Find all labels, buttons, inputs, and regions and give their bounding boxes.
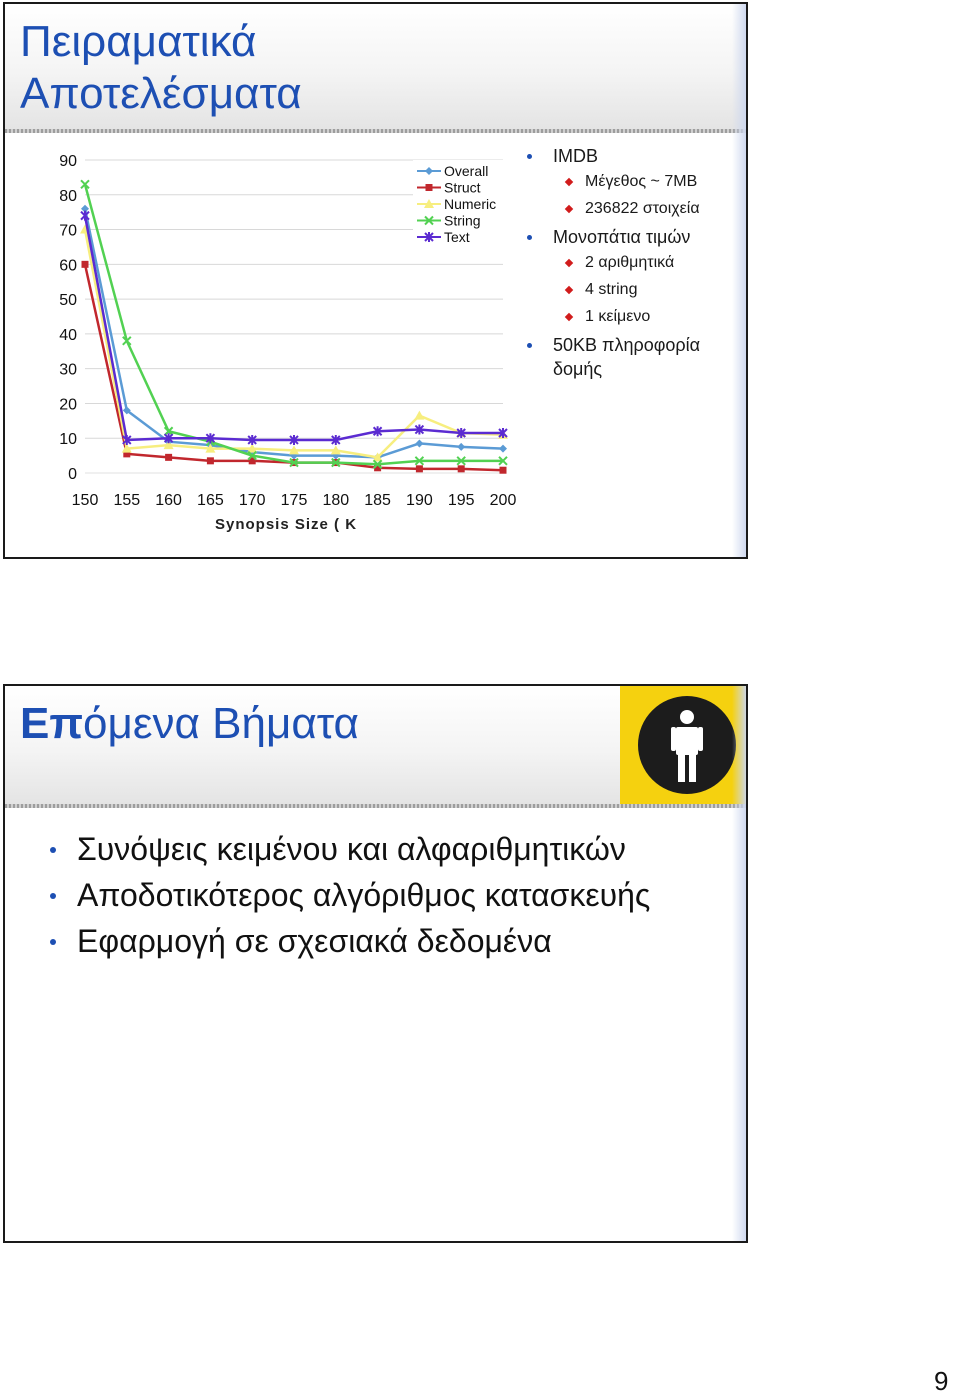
y-tick-label: 50 — [59, 292, 77, 310]
legend-label: String — [444, 212, 481, 229]
data-point-struct — [207, 457, 214, 464]
data-point-numeric — [414, 411, 424, 420]
y-tick-label: 0 — [68, 466, 77, 483]
x-axis-title: Synopsis Size ( K — [215, 516, 358, 533]
data-point-struct — [165, 454, 172, 461]
legend-label: Overall — [444, 163, 489, 179]
x-tick-label: 160 — [155, 492, 182, 509]
pedestrian-sign-icon — [620, 686, 748, 804]
x-tick-label: 200 — [489, 492, 517, 509]
bullet-list — [525, 144, 740, 384]
data-point-struct — [500, 467, 507, 474]
sub-bullet-item: Μέγεθος ~ 7MB — [525, 171, 740, 193]
x-tick-label: 155 — [113, 492, 141, 509]
x-tick-label: 190 — [406, 492, 433, 509]
title-divider — [5, 804, 746, 808]
data-point-struct — [458, 465, 465, 472]
bullet-item: Συνόψεις κειμένου και αλφαριθμητικών — [50, 826, 650, 872]
x-tick-label: 165 — [197, 492, 224, 509]
page-number: 9 — [934, 1366, 949, 1396]
slide-title-line2: Αποτελέσματα — [20, 69, 302, 118]
data-point-overall — [499, 445, 507, 453]
bullet-list — [50, 826, 650, 964]
series-line-numeric — [85, 230, 503, 458]
x-tick-label: 170 — [238, 492, 266, 509]
data-point-text — [81, 211, 89, 221]
slide-title-rest: όμενα Βήματα — [83, 699, 359, 748]
y-tick-label: 20 — [59, 396, 77, 414]
y-tick-label: 10 — [59, 431, 77, 449]
bullet-item: 50KB πληροφορία δομής — [525, 333, 740, 381]
y-tick-label: 80 — [59, 187, 77, 205]
series-line-text — [85, 216, 503, 440]
slide-experimental-results — [3, 2, 748, 559]
y-tick-label: 30 — [59, 361, 77, 379]
x-tick-label: 195 — [447, 492, 475, 509]
x-tick-label: 185 — [364, 492, 391, 509]
data-point-struct — [82, 261, 89, 268]
bullet-item: Αποδοτικότερος αλγόριθμος κατασκευής — [50, 872, 650, 918]
slide-title-line1: Πειραματικά — [20, 17, 257, 66]
y-tick-label: 90 — [59, 153, 77, 170]
y-tick-label: 40 — [59, 326, 77, 344]
legend-label: Numeric — [444, 196, 497, 212]
slide-title — [20, 698, 359, 750]
legend-label: Text — [444, 229, 470, 245]
data-point-overall — [415, 439, 423, 447]
sign-disc — [638, 696, 736, 794]
bullet-item: Εφαρμογή σε σχεσιακά δεδομένα — [50, 918, 650, 964]
legend-label: Struct — [444, 179, 481, 196]
slide-title-bold: Επ — [20, 699, 84, 748]
bullet-item: IMDB — [525, 144, 740, 168]
sub-bullet-item: 4 string — [525, 279, 740, 301]
person-icon — [638, 696, 736, 794]
x-tick-label: 180 — [322, 492, 350, 509]
x-tick-label: 150 — [71, 492, 99, 509]
sub-bullet-item: 1 κείμενο — [525, 306, 740, 328]
y-tick-label: 70 — [59, 222, 77, 240]
slide-next-steps — [3, 684, 748, 1243]
legend-marker — [426, 184, 433, 191]
data-point-struct — [416, 465, 423, 472]
bullet-item: Μονοπάτια τιμών — [525, 225, 740, 249]
y-tick-label: 60 — [59, 257, 77, 275]
sub-bullet-item: 2 αριθμητικά — [525, 252, 740, 274]
line-chart — [5, 4, 525, 559]
sub-bullet-item: 236822 στοιχεία — [525, 198, 740, 220]
x-tick-label: 175 — [280, 492, 308, 509]
data-point-overall — [457, 443, 465, 451]
